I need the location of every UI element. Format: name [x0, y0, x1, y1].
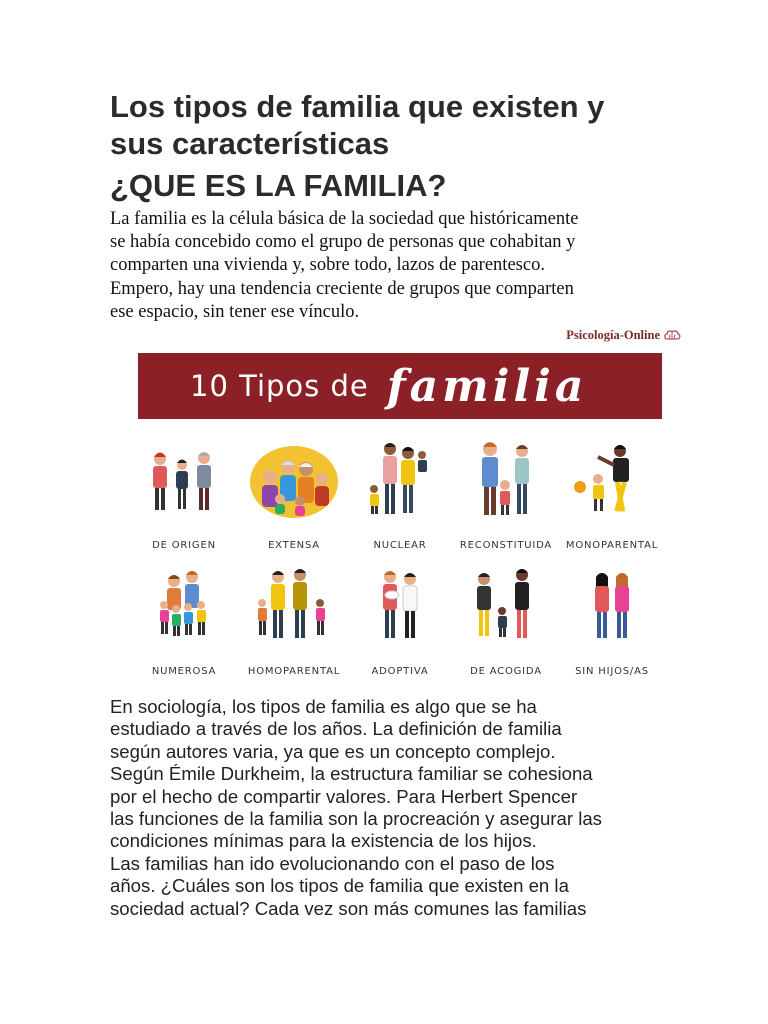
intro-line: comparten una vivienda y, sobre todo, lazos de parentesco. [110, 255, 545, 276]
intro-paragraph [110, 208, 670, 324]
body-line: años. ¿Cuáles son los tipos de familia que existen en la [110, 875, 569, 897]
intro-line: se había concebido como el grupo de personas que cohabitan y [110, 232, 576, 253]
intro-line: La familia es la célula básica de la sociedad que históricamente [110, 209, 579, 229]
title-line: Los tipos de familia que existen y [110, 89, 605, 124]
family-illustration [452, 563, 560, 663]
body-paragraph [110, 696, 670, 920]
family-type-label: RECONSTITUIDA [459, 540, 553, 551]
family-type-label: EXTENSA [268, 540, 320, 551]
page-title [110, 88, 690, 162]
family-type-label: SIN HIJOS/AS [575, 666, 649, 677]
family-type-label: HOMOPARENTAL [247, 666, 341, 677]
family-illustration [240, 437, 348, 537]
body-line: las funciones de la familia son la procreación y asegurar las [110, 808, 602, 830]
family-type-label: NUCLEAR [373, 540, 427, 551]
family-type-sin-hijos [558, 563, 666, 683]
family-illustration [240, 563, 348, 663]
body-line: por el hecho de compartir valores. Para Herbert Spencer [110, 785, 578, 807]
family-type-nuclear [346, 437, 454, 557]
infographic-banner [138, 353, 662, 419]
intro-line: ese espacio, sin tener ese vínculo. [110, 301, 360, 322]
family-type-numerosa [130, 563, 238, 683]
banner-prefix: 10 Tipos de [190, 369, 369, 403]
brand-logo [566, 328, 681, 343]
family-illustration [558, 437, 666, 537]
title-line: sus características [110, 126, 390, 161]
family-illustration [346, 437, 454, 537]
intro-line: Empero, hay una tendencia creciente de grupos que comparten [110, 278, 574, 299]
body-line: En sociología, los tipos de familia es algo que se ha [110, 696, 537, 717]
family-illustration [558, 563, 666, 663]
family-type-label: NUMEROSA [151, 666, 217, 677]
family-type-de-origen [130, 437, 238, 557]
family-illustration [346, 563, 454, 663]
family-types-infographic [130, 327, 685, 677]
body-line: según autores varia, ya que es un concepto complejo. [110, 740, 556, 762]
family-type-extensa [240, 437, 348, 557]
family-illustration [130, 563, 238, 663]
body-line: Las familias han ido evolucionando con el paso de los [110, 852, 555, 874]
family-type-label: ADOPTIVA [371, 666, 429, 677]
family-type-reconstituida [452, 437, 560, 557]
brain-icon [663, 329, 681, 343]
family-type-label: DE ORIGEN [152, 540, 216, 551]
family-type-label: DE ACOGIDA [470, 666, 542, 677]
family-type-adoptiva [346, 563, 454, 683]
family-type-label: MONOPARENTAL [565, 540, 659, 551]
body-line: Según Émile Durkheim, la estructura familiar se cohesiona [110, 763, 593, 785]
body-line: estudiado a través de los años. La definición de familia [110, 718, 562, 740]
family-type-de-acogida [452, 563, 560, 683]
brand-name: Psicología-Online [566, 328, 660, 342]
family-type-monoparental [558, 437, 666, 557]
family-type-homoparental [240, 563, 348, 683]
banner-word: familia [386, 360, 588, 412]
family-illustration [452, 437, 560, 537]
body-line: sociedad actual? Cada vez son más comunes las familias [110, 897, 587, 919]
family-illustration [130, 437, 238, 537]
body-line: condiciones mínimas para la existencia de los hijos. [110, 830, 537, 852]
section-heading: ¿QUE ES LA FAMILIA? [110, 168, 447, 203]
